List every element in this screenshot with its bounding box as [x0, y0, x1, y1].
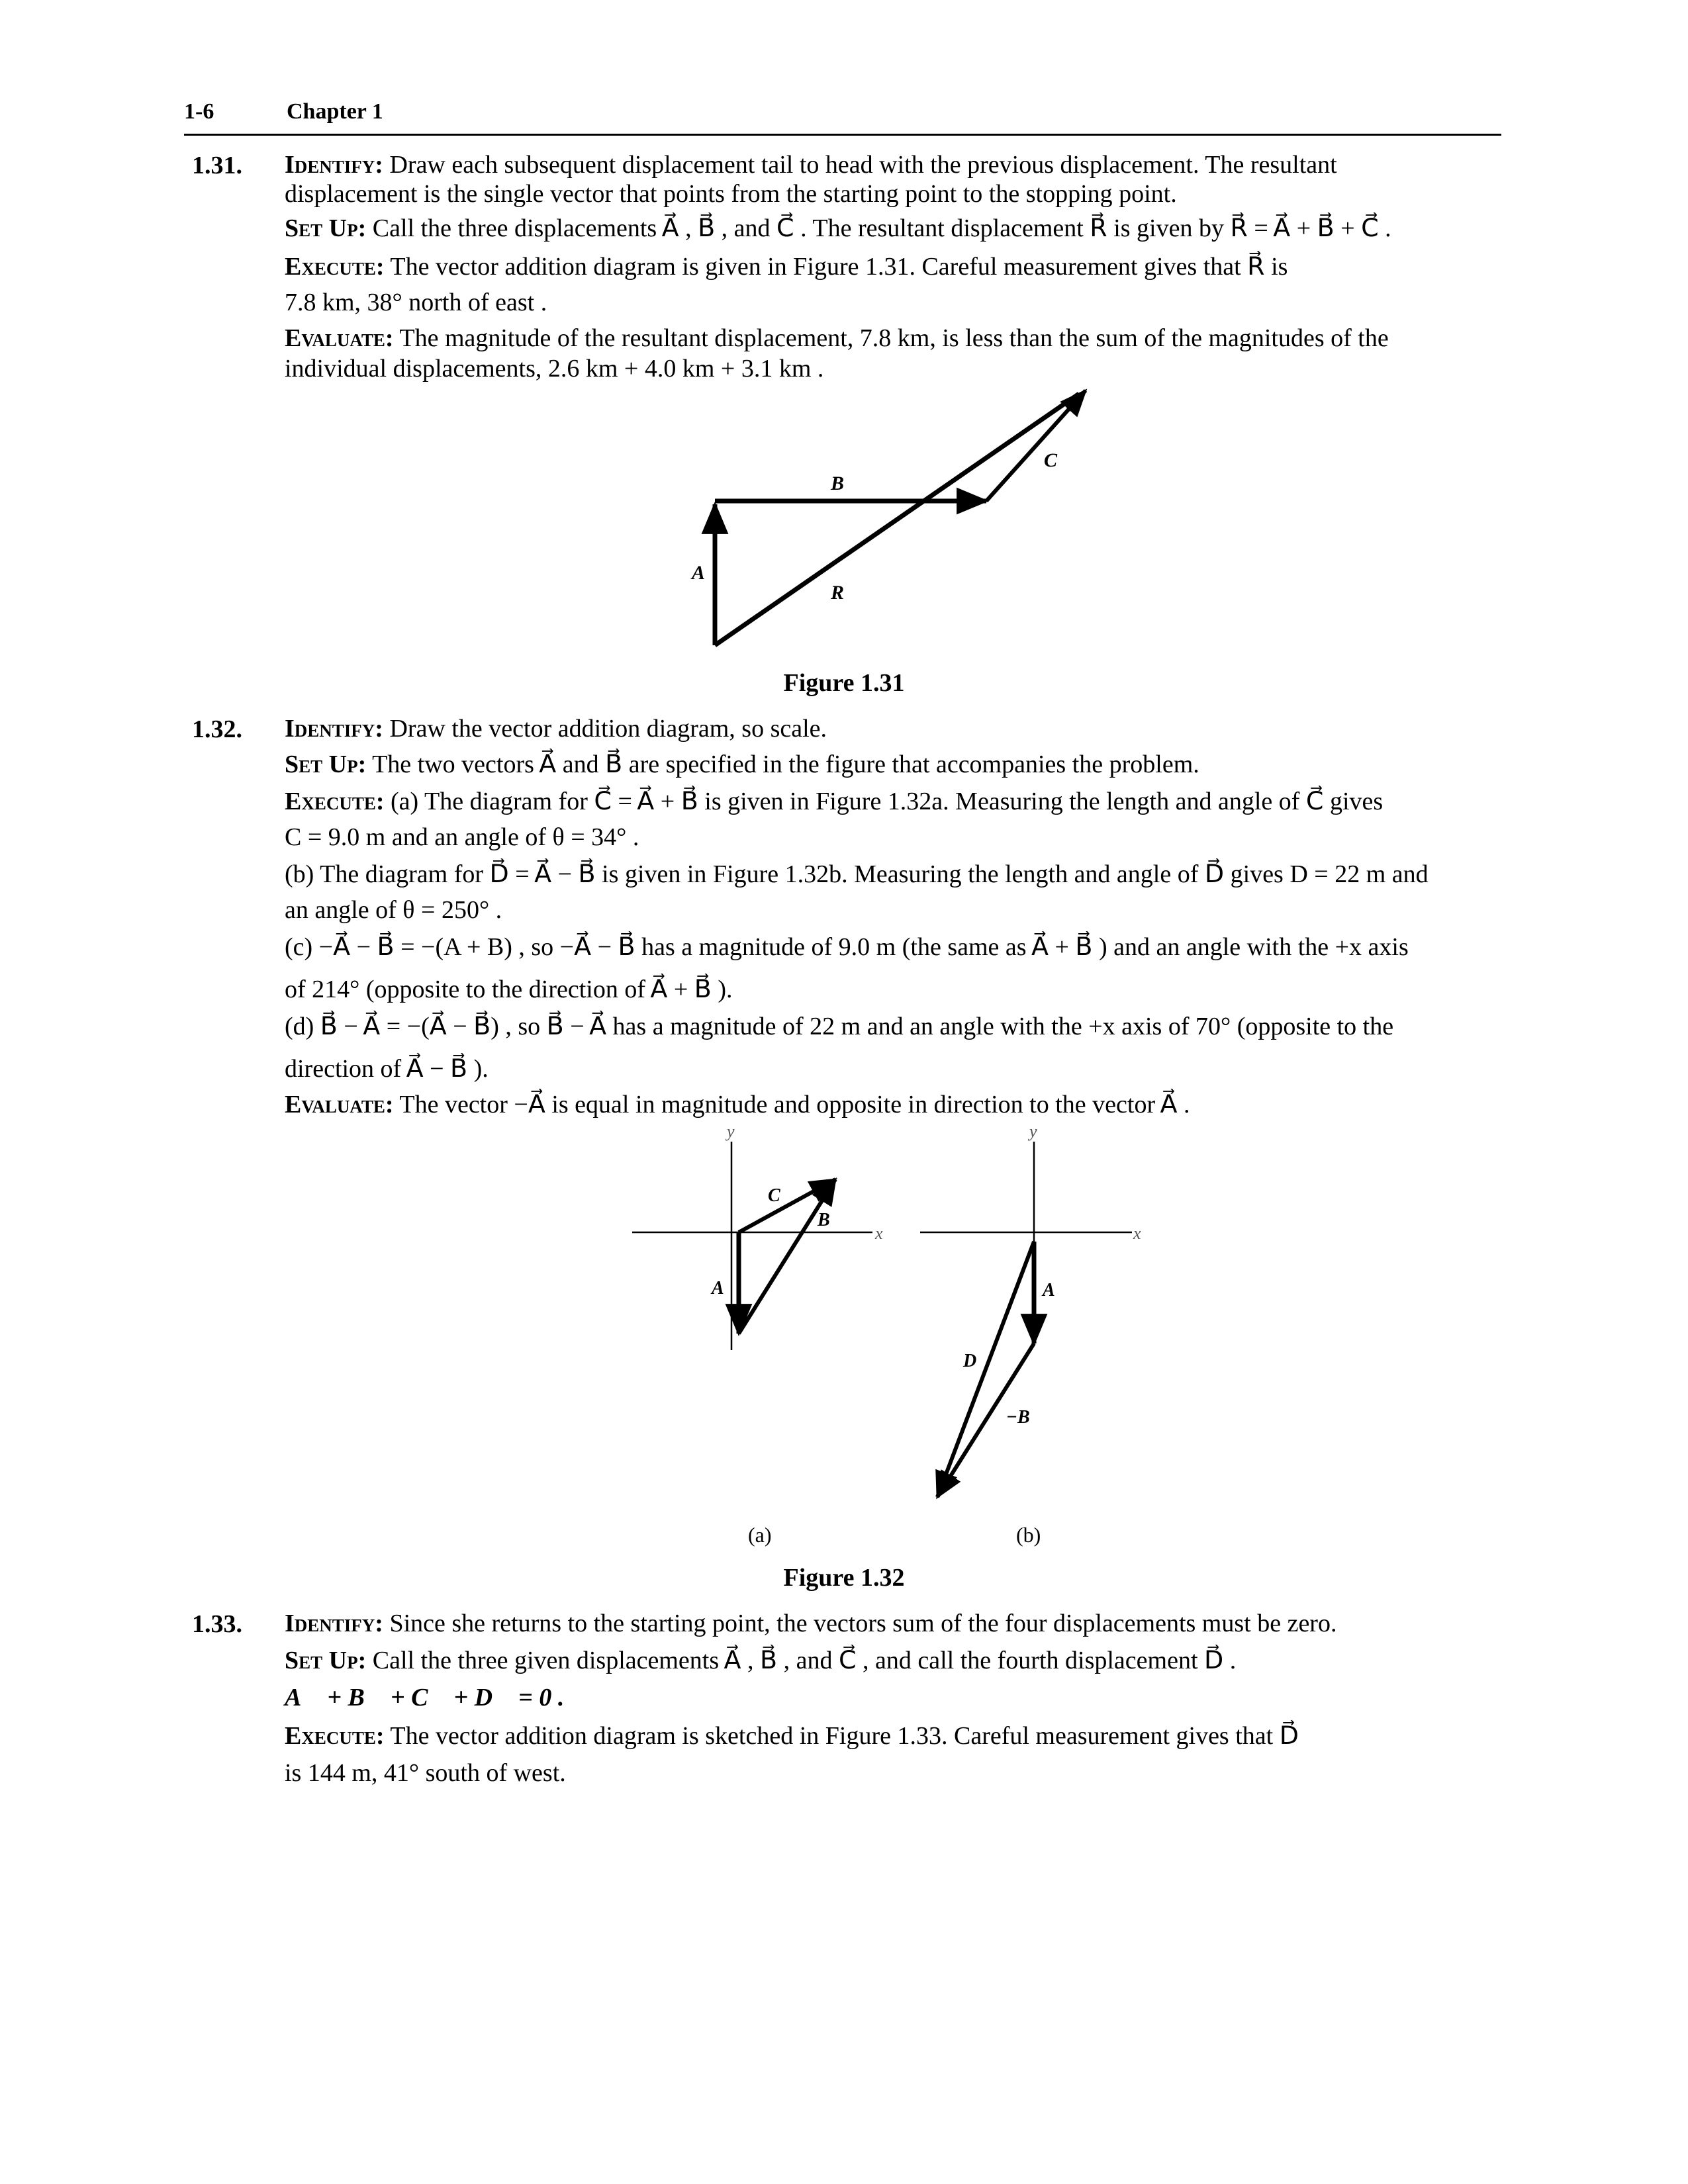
fig-a-x-label: x	[875, 1224, 883, 1243]
label-b: B⃗	[831, 473, 860, 494]
evaluate-tag: Evaluate:	[285, 324, 394, 352]
p131-identify-line-2: displacement is the single vector that points from the starting point to the stopping point.	[285, 180, 1177, 208]
identify-tag: Identify:	[285, 715, 383, 743]
fig-a-label-a: A⃗	[712, 1278, 739, 1298]
label-r: R⃗	[831, 582, 860, 604]
identify-text: Draw the vector addition diagram, so scale.	[389, 715, 827, 743]
fig-b-x-label: x	[1133, 1224, 1141, 1243]
p133-equation	[285, 1682, 564, 1713]
p132-execute-b-line-2: an angle of θ = 250° .	[285, 896, 502, 924]
evaluate-text: The vector −A⃗ is equal in magnitude and opposite in direction to the vector A⃗ .	[399, 1091, 1190, 1118]
p131-execute-line-2: 7.8 km, 38° north of east .	[285, 289, 547, 316]
p131-evaluate-line-2: individual displacements, 2.6 km + 4.0 km + 3.1 km .	[285, 355, 824, 383]
execute-text: The vector addition diagram is sketched in Figure 1.33. Careful measurement gives that D⃗	[390, 1722, 1299, 1750]
p132-execute-d-line-1: (d) B⃗ − A⃗ = −(A⃗ − B⃗) , so B⃗ − A⃗ has a magnitude of 22 m and an angle with the +x axis of 70° (opposite to the	[285, 1013, 1394, 1040]
fig-a-sublabel: (a)	[748, 1523, 772, 1547]
fig-a-y-label: y	[727, 1122, 735, 1141]
fig-b-label-neg-b: −B⃗	[1006, 1407, 1045, 1428]
identify-tag: Identify:	[285, 1610, 383, 1637]
identify-text: Draw each subsequent displacement tail to head with the previous displacement. The resultant	[389, 151, 1337, 179]
problem-number-1-32: 1.32.	[192, 715, 242, 743]
figure-caption-1-32: Figure 1.32	[783, 1564, 905, 1592]
setup-tag: Set Up:	[285, 214, 367, 242]
setup-tag: Set Up:	[285, 1647, 367, 1674]
p132-execute-c-line-2: of 214° (opposite to the direction of A⃗ + B⃗ ).	[285, 976, 733, 1003]
label-a: A⃗	[692, 562, 721, 584]
setup-tag: Set Up:	[285, 751, 367, 778]
chapter-title: Chapter 1	[287, 99, 383, 124]
execute-tag: Execute:	[285, 1722, 385, 1750]
fig-b-sublabel: (b)	[1016, 1523, 1041, 1547]
execute-a-text: (a) The diagram for C⃗ = A⃗ + B⃗ is given in Figure 1.32a. Measuring the length and angle of C⃗ gives	[391, 788, 1383, 815]
p133-execute-line-1	[285, 1721, 1299, 1751]
execute-tag: Execute:	[285, 788, 385, 815]
identify-text: Since she returns to the starting point, the vectors sum of the four displacements must be zero.	[389, 1610, 1337, 1637]
setup-text: Call the three displacements A⃗ , B⃗ , and C⃗ . The resultant displacement R⃗ is given by R⃗ = A⃗ + B⃗ + C⃗ .	[372, 214, 1391, 242]
execute-tag: Execute:	[285, 253, 385, 281]
evaluate-tag: Evaluate:	[285, 1091, 394, 1118]
p132-execute-c-line-1: (c) −A⃗ − B⃗ = −(A + B) , so −A⃗ − B⃗ has a magnitude of 9.0 m (the same as A⃗ + B⃗ ) and an angle with the +x axis	[285, 933, 1409, 961]
fig-b-label-a: A⃗	[1043, 1280, 1070, 1300]
fig-b-y-label: y	[1029, 1122, 1037, 1141]
problem-number-1-31: 1.31.	[192, 152, 242, 179]
fig-b-label-d: D⃗	[963, 1351, 991, 1371]
setup-text: Call the three given displacements A⃗ , B⃗ , and C⃗ , and call the fourth displacement D⃗ .	[372, 1647, 1237, 1674]
p133-setup-line	[285, 1645, 1236, 1676]
evaluate-text: The magnitude of the resultant displacement, 7.8 km, is less than the sum of the magnitudes of the	[399, 324, 1389, 352]
fig-a-label-b: B⃗	[818, 1210, 845, 1230]
fig-a-label-c: C⃗	[768, 1185, 795, 1206]
problem-number-1-33: 1.33.	[192, 1610, 242, 1638]
page-number: 1-6	[184, 99, 214, 124]
p133-execute-line-2: is 144 m, 41° south of west.	[285, 1759, 566, 1787]
execute-text: The vector addition diagram is given in Figure 1.31. Careful measurement gives that R⃗ is	[390, 253, 1288, 281]
p132-execute-b-line-1: (b) The diagram for D⃗ = A⃗ − B⃗ is given in Figure 1.32b. Measuring the length and angle of D⃗ gives D = 22 m and	[285, 860, 1429, 888]
figure-caption-1-31: Figure 1.31	[783, 669, 905, 697]
identify-tag: Identify:	[285, 151, 383, 179]
setup-text: The two vectors A⃗ and B⃗ are specified in the figure that accompanies the problem.	[372, 751, 1199, 778]
equation-text: A⃗ + B⃗ + C⃗ + D⃗ = 0 .	[285, 1684, 565, 1711]
label-c: C⃗	[1044, 449, 1073, 471]
p132-execute-a-line-2: C = 9.0 m and an angle of θ = 34° .	[285, 823, 639, 851]
p133-identify-line	[285, 1608, 1336, 1639]
p132-execute-d-line-2: direction of A⃗ − B⃗ ).	[285, 1055, 489, 1083]
